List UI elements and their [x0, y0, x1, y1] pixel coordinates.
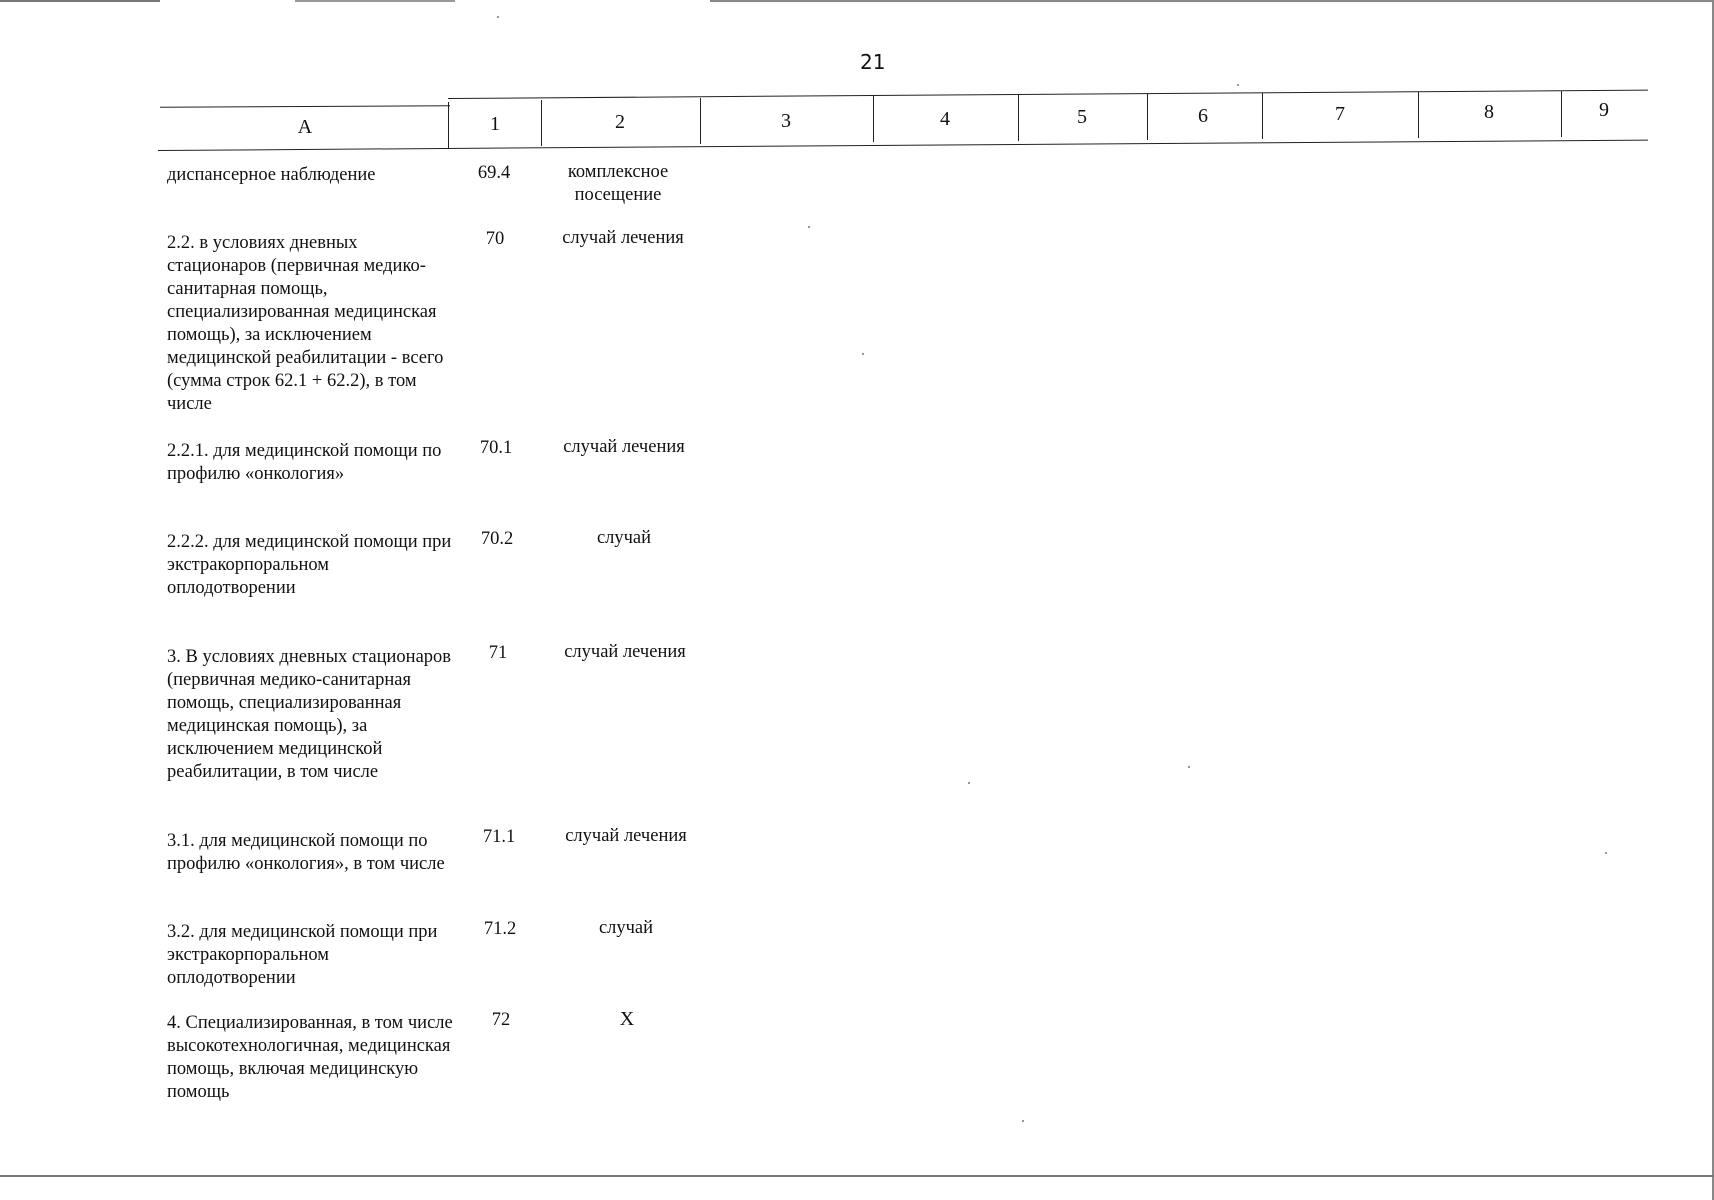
row-label: 3.1. для медицинской помощи по профилю «онкология», в том числе: [167, 831, 445, 874]
column-header-1: 1: [490, 113, 500, 135]
column-header-9: 9: [1599, 99, 1609, 121]
scan-edge-bottom: [0, 1175, 1714, 1177]
row-unit: случай лечения: [562, 228, 684, 248]
row-label: 4. Специализированная, в том числе высокотехнологичная, медицинская помощь, включая медицинскую помощь: [167, 1013, 453, 1102]
scan-edge-top-middle: [295, 0, 455, 2]
column-header-8: 8: [1484, 101, 1494, 123]
column-header-7: 7: [1335, 103, 1345, 125]
column-header-a: А: [297, 116, 313, 138]
row-unit: Х: [619, 1008, 635, 1030]
row-code: 69.4: [477, 163, 511, 183]
scan-speck: [1237, 84, 1239, 86]
column-header-4: 4: [940, 108, 950, 130]
header-col-divider: [1018, 95, 1019, 141]
scan-speck: [497, 16, 499, 18]
column-header-5: 5: [1077, 106, 1087, 128]
scan-edge-top-left: [0, 0, 160, 2]
header-col-divider: [448, 102, 449, 148]
scan-edge-top-right: [710, 0, 1714, 2]
scan-speck: [1022, 1120, 1024, 1122]
row-label: 3.2. для медицинской помощи при экстракорпоральном оплодотворении: [167, 922, 438, 988]
row-code: 70.1: [479, 438, 513, 458]
row-unit: случай: [596, 528, 652, 548]
scan-speck: [1605, 852, 1607, 854]
row-label: диспансерное наблюдение: [167, 165, 376, 185]
header-col-divider: [1147, 94, 1148, 140]
row-unit: случай лечения: [565, 826, 687, 846]
header-top-rule: [448, 90, 1648, 99]
header-col-divider: [1418, 92, 1419, 138]
header-col-divider: [700, 98, 701, 144]
header-bottom-rule: [158, 140, 1648, 151]
row-code: 72: [491, 1010, 511, 1030]
row-code: 71.1: [482, 827, 516, 847]
row-unit: случай: [598, 918, 654, 938]
header-top-rule: [160, 105, 450, 108]
row-code: 70.2: [480, 529, 514, 549]
scan-speck: [808, 226, 810, 228]
row-label: 2.2. в условиях дневных стационаров (первичная медико-санитарная помощь, специализированная медицинская помощь), за исключением медицинской реабилитации - всего (сумма строк 62.1 + 62.2), в том числе: [167, 233, 444, 414]
header-col-divider: [1561, 91, 1562, 137]
header-col-divider: [541, 100, 542, 146]
row-label: 2.2.2. для медицинской помощи при экстракорпоральном оплодотворении: [167, 532, 452, 598]
column-header-6: 6: [1198, 105, 1208, 127]
row-label: 3. В условиях дневных стационаров (первичная медико-санитарная помощь, специализированная медицинская помощь), за исключением медицинской реабилитации, в том числе: [167, 647, 452, 782]
scan-speck: [1188, 766, 1190, 768]
scan-speck: [968, 782, 970, 784]
row-code: 71: [488, 643, 508, 663]
row-unit: случай лечения: [563, 437, 685, 457]
page-number: 21: [860, 50, 886, 74]
column-header-3: 3: [781, 110, 791, 132]
header-col-divider: [1262, 93, 1263, 139]
row-code: 71.2: [483, 919, 517, 939]
scan-speck: [862, 353, 864, 355]
row-unit: случай лечения: [564, 642, 686, 662]
row-label: 2.2.1. для медицинской помощи по профилю «онкология»: [167, 441, 442, 484]
row-code: 70: [485, 229, 505, 249]
column-header-2: 2: [615, 111, 625, 133]
row-unit: комплексное посещение: [567, 162, 669, 205]
header-col-divider: [873, 96, 874, 142]
